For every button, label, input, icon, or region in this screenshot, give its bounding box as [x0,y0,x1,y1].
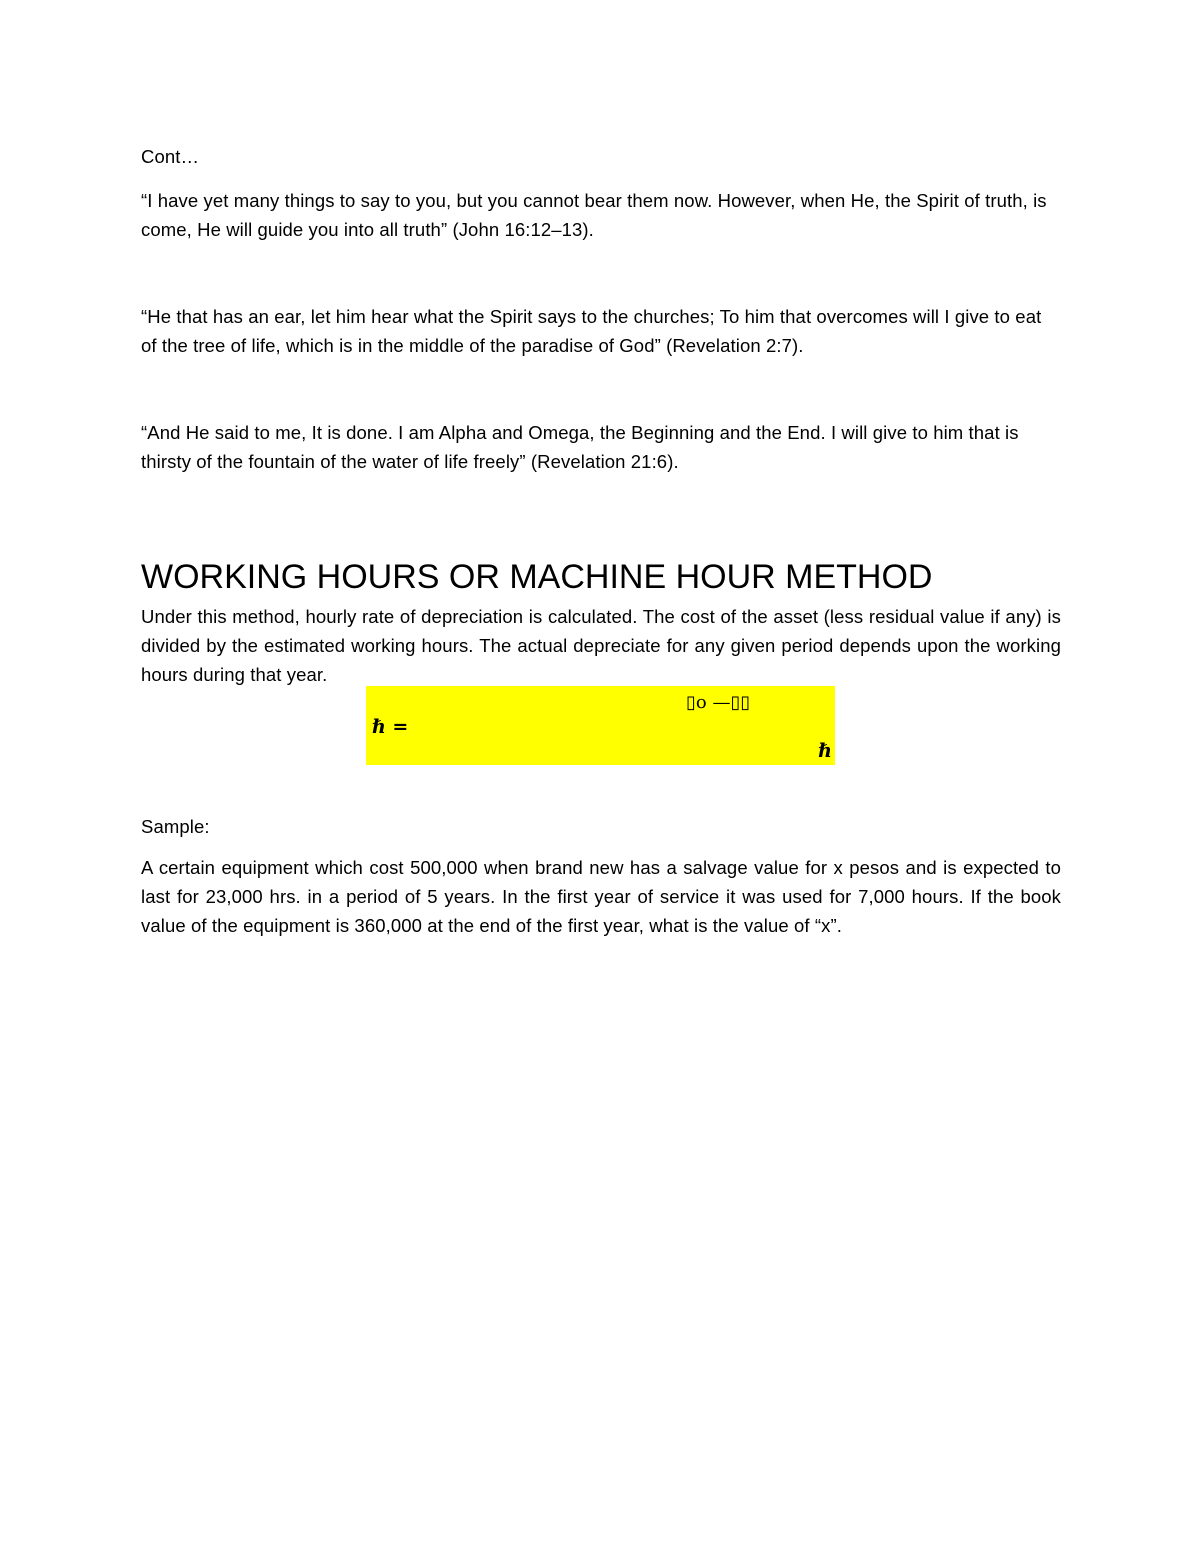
quote-john: “I have yet many things to say to you, but you cannot bear them now. However, when He, the Spirit of truth, is come, He will guide you into all truth” (John 16:12–13). [141,190,1047,240]
formula-numerator: ▯o —▯▯ [686,692,751,713]
formula-denominator: ℏ [818,740,832,762]
sample-problem: A certain equipment which cost 500,000 when brand new has a salvage value for x pesos and is expected to last for 23,000 hrs. in a period of 5 years. In the first year of service it was used for 7,000 hours. If the book value of the equipment is 360,000 at the end of the first year, what is the value of “x”. [141,857,1061,936]
cont-label: Cont… [141,146,200,167]
method-description: Under this method, hourly rate of depreciation is calculated. The cost of the asset (less residual value if any) is divided by the estimated working hours. The actual depreciate for any given period depends upon the working hours during that year. [141,606,1061,685]
sample-label: Sample: [141,816,210,837]
section-heading: WORKING HOURS OR MACHINE HOUR METHOD [141,558,933,596]
formula-highlight [366,686,835,765]
quote-revelation-21-6: “And He said to me, It is done. I am Alpha and Omega, the Beginning and the End. I will give to him that is thirsty of the fountain of the water of life freely” (Revelation 21:6). [141,422,1019,472]
quote-revelation-2-7: “He that has an ear, let him hear what the Spirit says to the churches; To him that overcomes will I give to eat of the tree of life, which is in the middle of the paradise of God” (Revelation 2:7). [141,306,1042,356]
formula-lhs: ℏ = [372,716,409,738]
